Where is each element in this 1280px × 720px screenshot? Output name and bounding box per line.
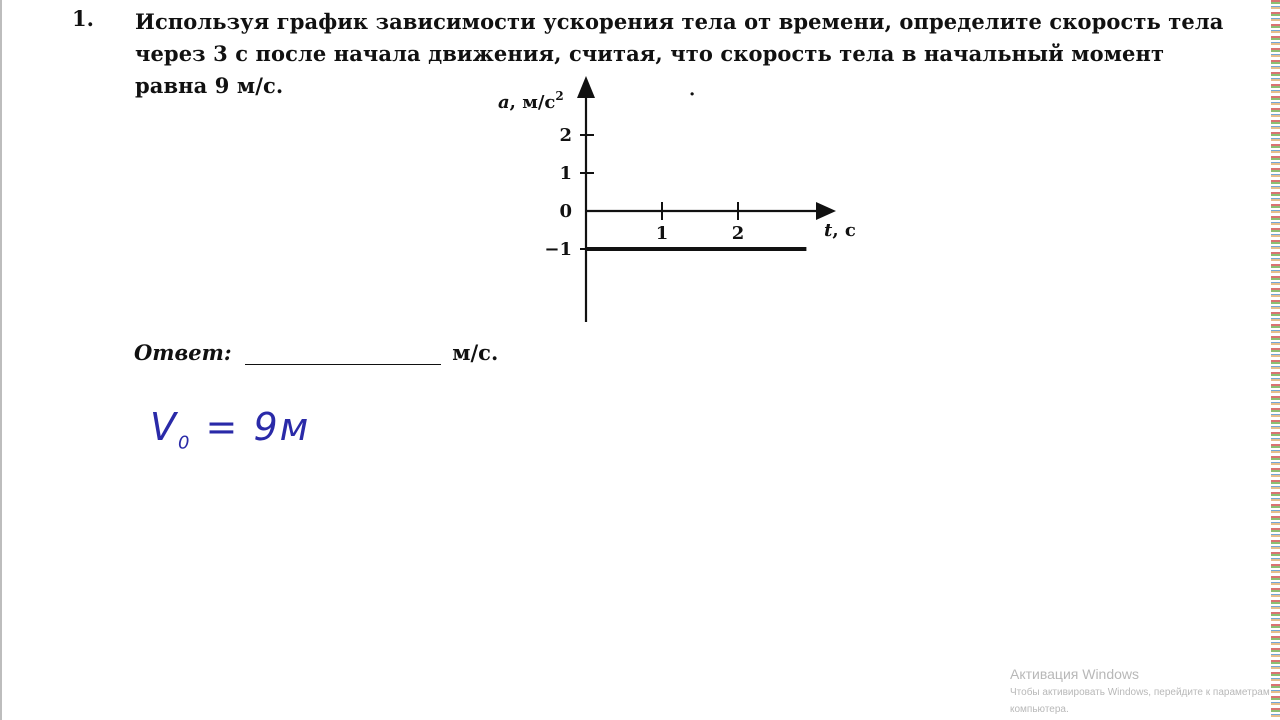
handwritten-note <box>150 405 310 454</box>
answer-blank[interactable] <box>245 342 441 365</box>
y-axis-arrow-icon <box>577 76 595 98</box>
stray-dot: · <box>689 84 696 105</box>
answer-label: Ответ: <box>134 340 232 365</box>
windows-activation-watermark <box>1010 666 1280 716</box>
windows-activation-line1: Чтобы активировать Windows, перейдите к параметрам <box>1010 687 1270 698</box>
handwritten-value: = 9м <box>191 405 311 449</box>
y-tick-label: 0 <box>559 201 572 222</box>
right-edge-strip <box>1271 0 1280 720</box>
x-tick-label: 1 <box>655 223 669 244</box>
y-axis-label: a, $м/с^2$ <box>498 89 564 113</box>
x-tick-label: 2 <box>731 223 745 244</box>
acceleration-time-chart <box>480 70 860 330</box>
y-tick-label: −1 <box>544 239 572 260</box>
y-tick-label: 2 <box>559 125 572 146</box>
page-left-border <box>0 0 2 720</box>
y-tick-label: 1 <box>559 163 572 184</box>
handwritten-v: V <box>150 405 178 449</box>
handwritten-subscript: 0 <box>178 432 192 454</box>
windows-activation-line2: компьютера. <box>1010 704 1069 715</box>
problem-number: 1. <box>72 6 94 31</box>
x-axis-arrow-icon <box>816 202 836 220</box>
windows-activation-title: Активация Windows <box>1010 666 1140 682</box>
problem-text: Используя график зависимости ускорения тела от времени, определите скорость тела через 3 с после начала движения, считая, что скорость тела в начальный момент равна 9 м/с. <box>135 9 1224 98</box>
answer-unit: м/с. <box>452 340 499 365</box>
x-axis-label: t, с <box>824 220 856 241</box>
answer-line <box>134 340 498 365</box>
